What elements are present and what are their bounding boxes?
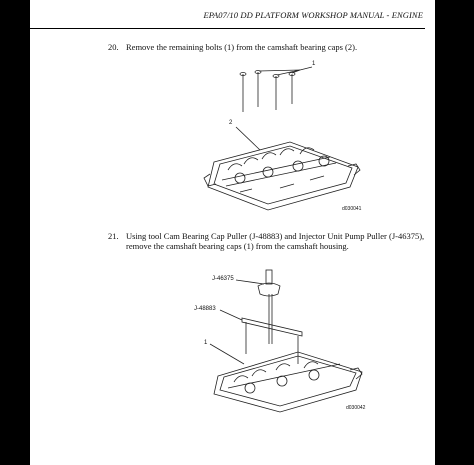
camshaft-housing-illustration bbox=[180, 62, 370, 212]
callout-1: 1 bbox=[204, 340, 208, 346]
manual-title: EPA07/10 DD PLATFORM WORKSHOP MANUAL - ENGINE bbox=[203, 10, 423, 20]
page-header bbox=[30, 6, 425, 29]
step-number: 21. bbox=[108, 231, 119, 241]
manual-page bbox=[30, 0, 435, 465]
callout-2: 2 bbox=[229, 120, 233, 126]
puller-tool-illustration bbox=[180, 264, 380, 414]
step-text-line-1: Using tool Cam Bearing Cap Puller (J-48883) and Injector Unit Pump Puller (J-46375), bbox=[126, 231, 425, 241]
step-20 bbox=[108, 42, 357, 52]
figure-camshaft-bolts bbox=[180, 62, 370, 212]
callout-j46375: J-46375 bbox=[212, 276, 234, 282]
figure-id: d030041 bbox=[342, 206, 362, 212]
figure-id: d030042 bbox=[346, 405, 366, 411]
step-text: Remove the remaining bolts (1) from the camshaft bearing caps (2). bbox=[126, 42, 358, 52]
figure-cap-puller bbox=[180, 264, 380, 414]
step-21 bbox=[108, 231, 424, 251]
step-text-line-2: remove the camshaft bearing caps (1) from the camshaft housing. bbox=[126, 241, 349, 251]
callout-1: 1 bbox=[312, 61, 316, 67]
step-number: 20. bbox=[108, 42, 119, 52]
callout-j48883: J-48883 bbox=[194, 306, 216, 312]
